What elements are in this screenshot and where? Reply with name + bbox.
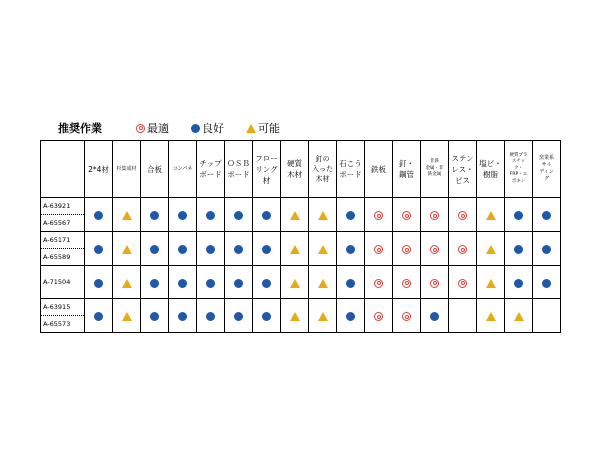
rating-cell	[449, 198, 477, 232]
legend-good	[191, 120, 224, 136]
blue-circle-icon	[178, 279, 187, 288]
rating-cell	[365, 232, 393, 266]
legend-title: 推奨作業	[58, 122, 102, 135]
triangle-icon	[486, 312, 496, 321]
rating-cell	[337, 299, 365, 333]
rating-cell	[113, 299, 141, 333]
header-corner	[41, 141, 85, 198]
column-header: 鉄板	[365, 141, 393, 198]
rating-cell	[505, 299, 533, 333]
rating-cell	[169, 266, 197, 299]
column-header: 合板	[141, 141, 169, 198]
rating-cell	[225, 299, 253, 333]
model-number: A-65573	[41, 316, 85, 333]
blue-circle-icon	[206, 279, 215, 288]
blue-circle-icon	[542, 245, 551, 254]
double-circle-icon	[430, 279, 439, 288]
legend-best-label: 最適	[147, 122, 169, 135]
rating-cell	[309, 299, 337, 333]
double-circle-icon	[374, 245, 383, 254]
rating-cell	[309, 232, 337, 266]
legend-best	[136, 120, 169, 136]
blue-circle-icon	[514, 279, 523, 288]
triangle-icon	[486, 245, 496, 254]
triangle-icon	[318, 279, 328, 288]
column-header: 釘の 入った 木材	[309, 141, 337, 198]
rating-cell	[253, 198, 281, 232]
blue-circle-icon	[94, 279, 103, 288]
rating-cell	[505, 198, 533, 232]
triangle-icon	[122, 245, 132, 254]
table-row	[41, 232, 561, 249]
blue-circle-icon	[514, 211, 523, 220]
blue-circle-icon	[234, 211, 243, 220]
rating-cell	[85, 232, 113, 266]
rating-cell	[337, 232, 365, 266]
triangle-icon	[486, 211, 496, 220]
triangle-icon	[318, 245, 328, 254]
blue-circle-icon	[234, 245, 243, 254]
rating-cell	[393, 299, 421, 333]
double-circle-icon	[402, 245, 411, 254]
rating-cell	[449, 299, 477, 333]
rating-cell	[337, 266, 365, 299]
triangle-icon	[318, 211, 328, 220]
column-header: コンパネ	[169, 141, 197, 198]
blue-circle-icon	[94, 312, 103, 321]
rating-cell	[393, 198, 421, 232]
table-row	[41, 198, 561, 215]
blue-circle-icon	[94, 245, 103, 254]
double-circle-icon	[458, 211, 467, 220]
rating-cell	[141, 299, 169, 333]
blue-circle-icon	[234, 312, 243, 321]
rating-cell	[197, 266, 225, 299]
rating-cell	[337, 198, 365, 232]
rating-cell	[225, 198, 253, 232]
blue-circle-icon	[262, 211, 271, 220]
rating-cell	[477, 198, 505, 232]
double-circle-icon	[430, 245, 439, 254]
double-circle-icon	[136, 124, 145, 133]
model-number: A-65171	[41, 232, 85, 249]
rating-cell	[253, 299, 281, 333]
rating-cell	[477, 266, 505, 299]
table-row	[41, 299, 561, 316]
rating-cell	[197, 299, 225, 333]
blue-circle-icon	[178, 211, 187, 220]
triangle-icon	[290, 211, 300, 220]
rating-cell	[281, 232, 309, 266]
rating-cell	[281, 198, 309, 232]
column-header: 硬質プラ スチッ ク・ FRP・エ ポキシ	[505, 141, 533, 198]
rating-cell	[85, 299, 113, 333]
column-header: 石こう ボード	[337, 141, 365, 198]
blue-circle-icon	[94, 211, 103, 220]
blue-circle-icon	[150, 279, 159, 288]
blue-circle-icon	[206, 245, 215, 254]
double-circle-icon	[374, 279, 383, 288]
rating-cell	[533, 232, 561, 266]
double-circle-icon	[374, 312, 383, 321]
triangle-icon	[122, 279, 132, 288]
table-row	[41, 266, 561, 299]
rating-cell	[85, 266, 113, 299]
rating-cell	[225, 232, 253, 266]
blue-circle-icon	[191, 124, 200, 133]
rating-cell	[421, 299, 449, 333]
column-header: 非鉄 金属・非 鉄金属	[421, 141, 449, 198]
rating-cell	[141, 232, 169, 266]
model-number: A-65589	[41, 249, 85, 266]
blue-circle-icon	[150, 211, 159, 220]
double-circle-icon	[458, 279, 467, 288]
blue-circle-icon	[150, 245, 159, 254]
column-header: フロー リング 材	[253, 141, 281, 198]
triangle-icon	[290, 312, 300, 321]
double-circle-icon	[402, 312, 411, 321]
rating-cell	[533, 198, 561, 232]
rating-cell	[113, 232, 141, 266]
rating-cell	[421, 198, 449, 232]
double-circle-icon	[402, 279, 411, 288]
rating-cell	[113, 266, 141, 299]
rating-cell	[113, 198, 141, 232]
blue-circle-icon	[346, 245, 355, 254]
triangle-icon	[246, 124, 256, 133]
header-row	[41, 141, 561, 198]
rating-cell	[505, 266, 533, 299]
blue-circle-icon	[178, 245, 187, 254]
rating-cell	[533, 299, 561, 333]
rating-cell	[85, 198, 113, 232]
double-circle-icon	[402, 211, 411, 220]
rating-cell	[169, 198, 197, 232]
column-header: 2*4材	[85, 141, 113, 198]
column-header: チップ ボード	[197, 141, 225, 198]
rating-cell	[393, 266, 421, 299]
triangle-icon	[122, 312, 132, 321]
legend	[58, 120, 302, 136]
rating-cell	[365, 266, 393, 299]
double-circle-icon	[458, 245, 467, 254]
rating-cell	[421, 266, 449, 299]
triangle-icon	[290, 279, 300, 288]
rating-cell	[169, 232, 197, 266]
triangle-icon	[290, 245, 300, 254]
blue-circle-icon	[206, 312, 215, 321]
rating-cell	[309, 266, 337, 299]
rating-cell	[421, 232, 449, 266]
legend-good-label: 良好	[202, 122, 224, 135]
model-number: A-71504	[41, 266, 85, 299]
blue-circle-icon	[346, 279, 355, 288]
blue-circle-icon	[262, 279, 271, 288]
rating-cell	[449, 266, 477, 299]
blue-circle-icon	[430, 312, 439, 321]
triangle-icon	[122, 211, 132, 220]
blue-circle-icon	[514, 245, 523, 254]
column-header: 釘・ 鋼管	[393, 141, 421, 198]
rating-cell	[253, 266, 281, 299]
column-header: ＯＳＢ ボード	[225, 141, 253, 198]
blue-circle-icon	[542, 211, 551, 220]
blue-circle-icon	[150, 312, 159, 321]
triangle-icon	[514, 312, 524, 321]
rating-cell	[449, 232, 477, 266]
blue-circle-icon	[262, 312, 271, 321]
column-header: 窯業系 サイ ディン グ	[533, 141, 561, 198]
legend-possible-label: 可能	[258, 122, 280, 135]
model-number: A-63921	[41, 198, 85, 215]
rating-cell	[141, 266, 169, 299]
rating-cell	[225, 266, 253, 299]
model-number: A-65567	[41, 215, 85, 232]
rating-cell	[169, 299, 197, 333]
blue-circle-icon	[178, 312, 187, 321]
double-circle-icon	[430, 211, 439, 220]
blue-circle-icon	[346, 211, 355, 220]
rating-cell	[281, 299, 309, 333]
compatibility-table	[40, 140, 561, 333]
column-header: 塩ビ・ 樹脂	[477, 141, 505, 198]
rating-cell	[197, 198, 225, 232]
rating-cell	[477, 232, 505, 266]
rating-cell	[477, 299, 505, 333]
rating-cell	[309, 198, 337, 232]
rating-cell	[505, 232, 533, 266]
column-header: 杉集成材	[113, 141, 141, 198]
blue-circle-icon	[542, 279, 551, 288]
legend-possible	[246, 120, 280, 136]
triangle-icon	[486, 279, 496, 288]
rating-cell	[141, 198, 169, 232]
model-number: A-63915	[41, 299, 85, 316]
rating-cell	[281, 266, 309, 299]
column-header: 硬質 木材	[281, 141, 309, 198]
column-header: ステン レス・ ビス	[449, 141, 477, 198]
rating-cell	[533, 266, 561, 299]
blue-circle-icon	[262, 245, 271, 254]
rating-cell	[253, 232, 281, 266]
blue-circle-icon	[206, 211, 215, 220]
double-circle-icon	[374, 211, 383, 220]
blue-circle-icon	[346, 312, 355, 321]
blue-circle-icon	[234, 279, 243, 288]
rating-cell	[393, 232, 421, 266]
rating-cell	[365, 299, 393, 333]
rating-cell	[197, 232, 225, 266]
rating-cell	[365, 198, 393, 232]
triangle-icon	[318, 312, 328, 321]
